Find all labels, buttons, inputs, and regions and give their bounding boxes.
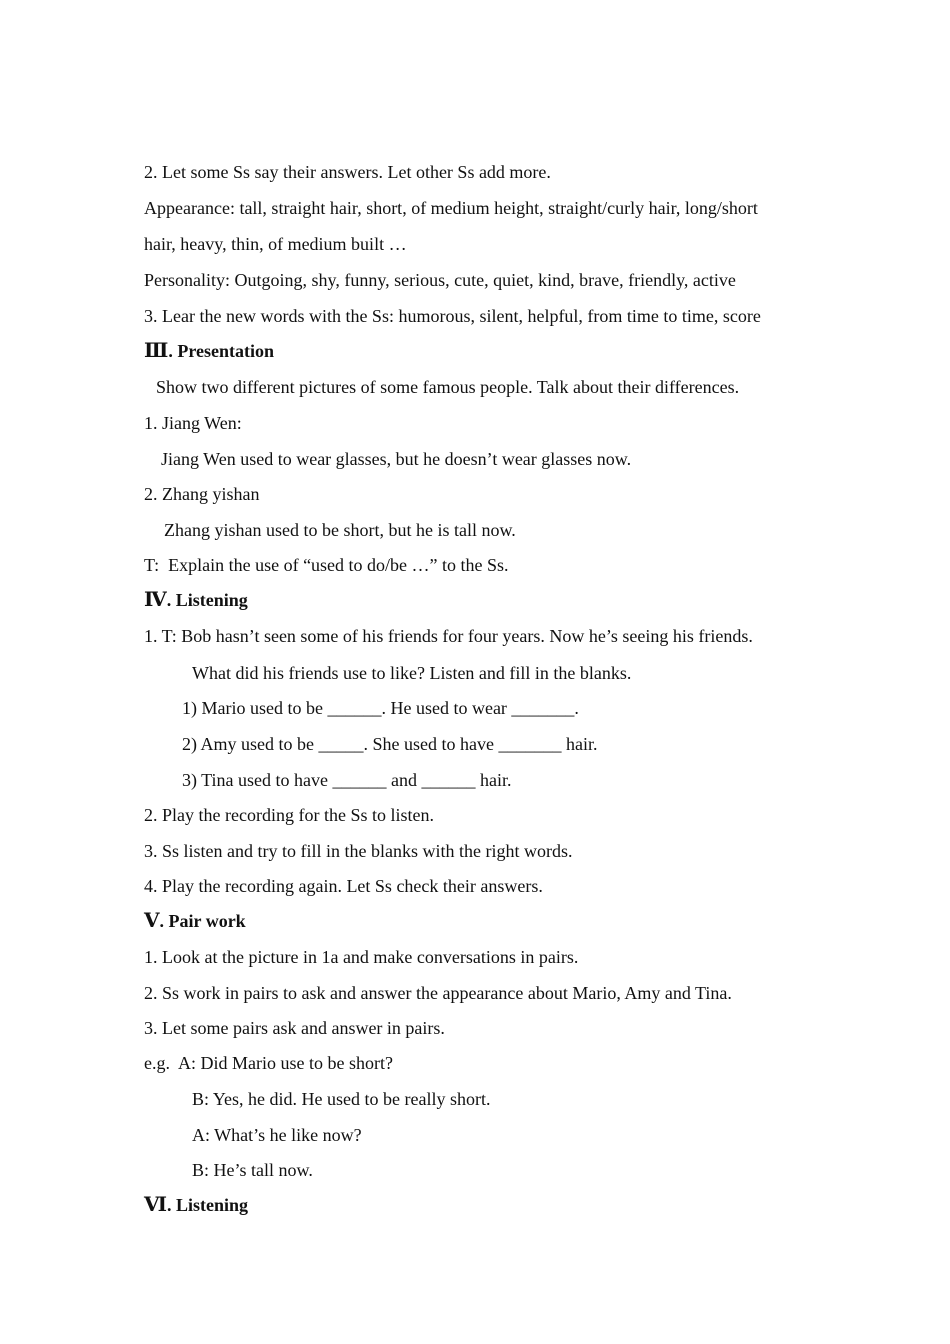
list-item: 4. Play the recording again. Let Ss check their answers.	[144, 876, 543, 896]
example-sentence: Jiang Wen used to wear glasses, but he doesn’t wear glasses now.	[161, 449, 632, 469]
section-heading-text: . Listening	[166, 590, 248, 610]
example-sentence: Zhang yishan used to be short, but he is tall now.	[164, 520, 516, 540]
roman-numeral: Ⅴ	[144, 910, 160, 932]
blank-exercise: 3) Tina used to have ______ and ______ hair.	[182, 770, 512, 790]
roman-numeral: Ⅵ	[144, 1194, 167, 1216]
appearance-line: Appearance: tall, straight hair, short, of medium height, straight/curly hair, long/short	[144, 198, 758, 218]
roman-numeral: Ⅲ	[144, 340, 169, 362]
list-item: 2. Zhang yishan	[144, 484, 260, 504]
dialogue-line: B: Yes, he did. He used to be really short.	[192, 1089, 491, 1109]
section-heading-presentation	[144, 340, 274, 362]
section-heading-text: . Pair work	[159, 911, 246, 931]
list-item: 1. T: Bob hasn’t seen some of his friends for four years. Now he’s seeing his friends.	[144, 626, 753, 646]
roman-numeral: Ⅳ	[144, 589, 167, 611]
list-item: 3. Let some pairs ask and answer in pairs.	[144, 1018, 445, 1038]
step-line: 2. Let some Ss say their answers. Let other Ss add more.	[144, 162, 551, 182]
list-item: 1. Jiang Wen:	[144, 413, 242, 433]
blank-exercise: 1) Mario used to be ______. He used to wear _______.	[182, 698, 579, 718]
section-heading-text: . Listening	[167, 1195, 249, 1215]
section-heading-text: . Presentation	[168, 341, 275, 361]
section-heading-pair-work	[144, 910, 246, 932]
appearance-line-continued: hair, heavy, thin, of medium built …	[144, 234, 407, 254]
step-line: 3. Lear the new words with the Ss: humorous, silent, helpful, from time to time, score	[144, 306, 761, 326]
dialogue-line: A: What’s he like now?	[192, 1125, 362, 1145]
dialogue-line: B: He’s tall now.	[192, 1160, 313, 1180]
list-item: 2. Play the recording for the Ss to listen.	[144, 805, 434, 825]
section-heading-listening-2	[144, 1194, 248, 1216]
list-item: 3. Ss listen and try to fill in the blanks with the right words.	[144, 841, 573, 861]
personality-line: Personality: Outgoing, shy, funny, serious, cute, quiet, kind, brave, friendly, active	[144, 270, 736, 290]
list-item-continued: What did his friends use to like? Listen and fill in the blanks.	[192, 663, 632, 683]
teacher-note: T: Explain the use of “used to do/be …” to the Ss.	[144, 555, 509, 575]
blank-exercise: 2) Amy used to be _____. She used to have _______ hair.	[182, 734, 598, 754]
section-heading-listening	[144, 589, 248, 611]
list-item: 2. Ss work in pairs to ask and answer the appearance about Mario, Amy and Tina.	[144, 983, 732, 1003]
dialogue-line: e.g. A: Did Mario use to be short?	[144, 1053, 393, 1073]
presentation-intro: Show two different pictures of some famous people. Talk about their differences.	[156, 377, 740, 397]
list-item: 1. Look at the picture in 1a and make conversations in pairs.	[144, 947, 579, 967]
